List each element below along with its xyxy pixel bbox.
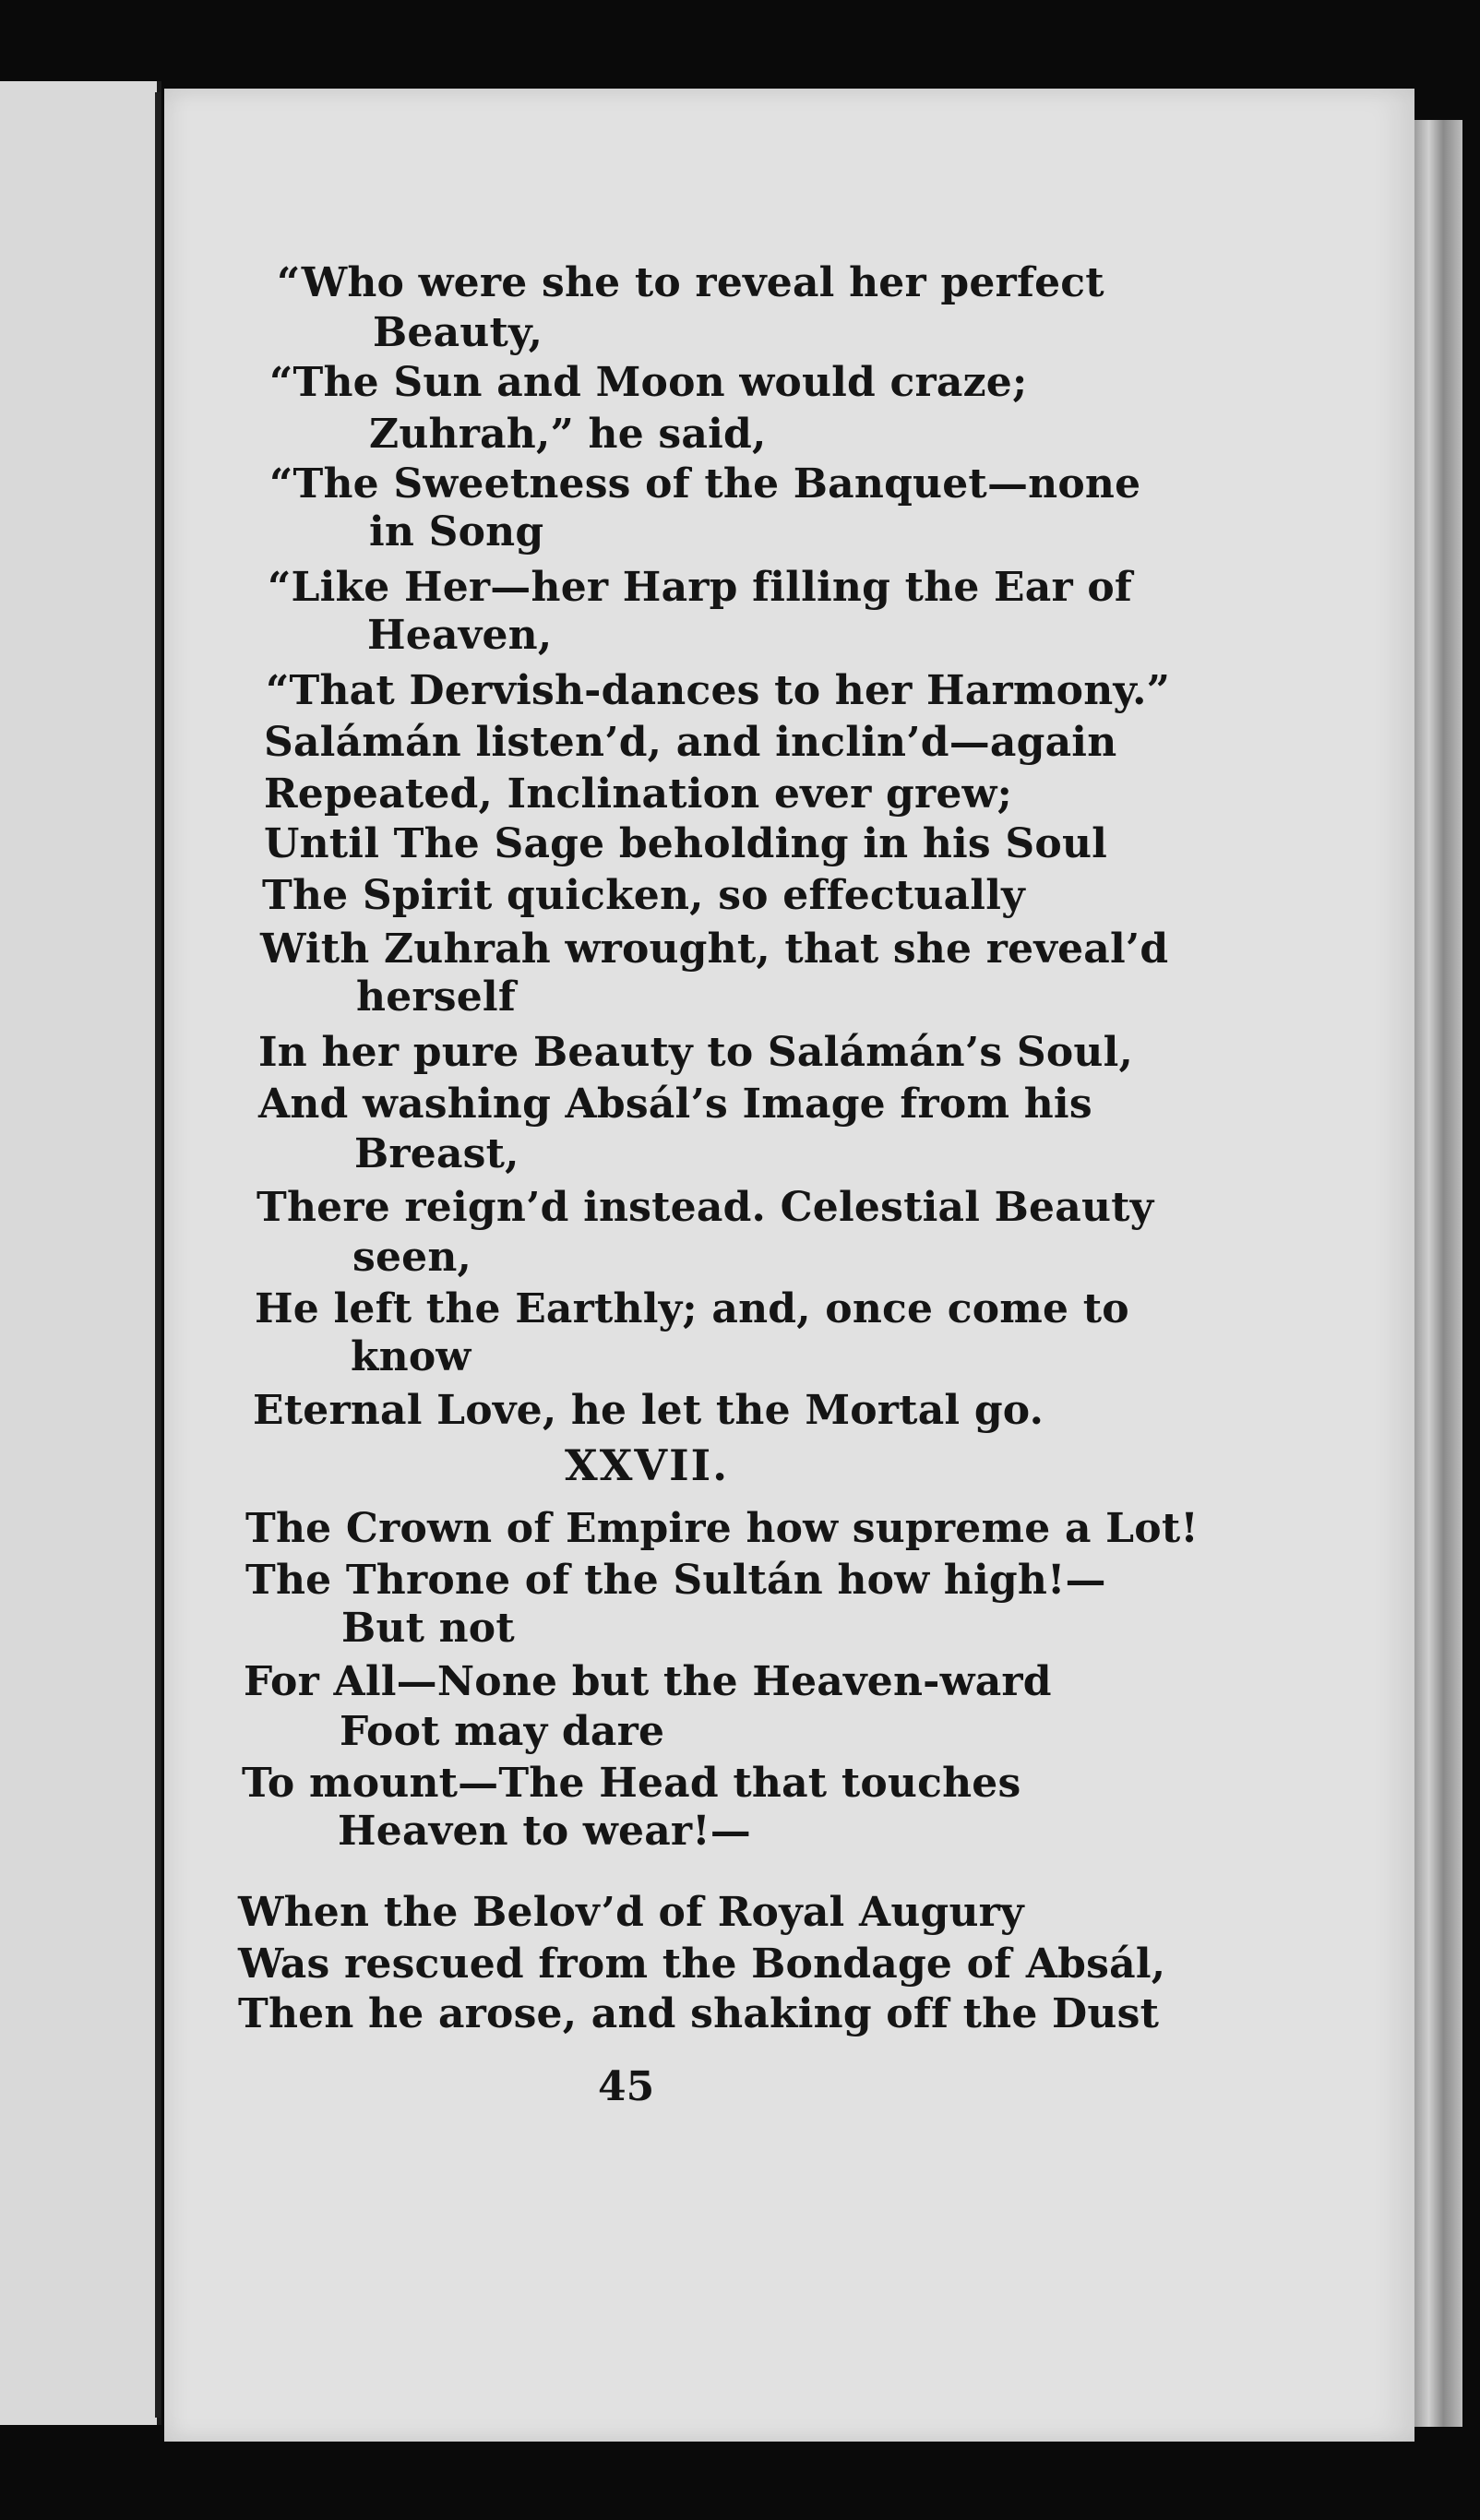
book-page <box>164 89 1414 2442</box>
poem-line: “The Sweetness of the Banquet—none <box>269 460 1141 508</box>
poem-line: And washing Absál’s Image from his <box>258 1081 1092 1128</box>
poem-line: “Who were she to reveal her perfect <box>277 259 1104 306</box>
poem-line: Breast, <box>354 1130 519 1177</box>
poem-line: When the Belov’d of Royal Augury <box>238 1889 1024 1936</box>
poem-line: “Like Her—her Harp filling the Ear of <box>268 564 1133 611</box>
poem-line: Salámán listen’d, and inclin’d—again <box>264 719 1117 766</box>
poem-line: “The Sun and Moon would craze; <box>269 359 1028 406</box>
poem-line: But not <box>341 1605 515 1652</box>
page-stack-edge <box>1414 120 1462 2427</box>
section-heading: XXVII. <box>565 1440 730 1490</box>
poem-line: The Spirit quicken, so effectually <box>262 872 1025 919</box>
poem-line: Zuhrah,” he said, <box>369 411 767 458</box>
poem-line: Until The Sage beholding in his Soul <box>264 820 1108 867</box>
page-text <box>164 89 1414 2442</box>
poem-line: seen, <box>352 1234 472 1281</box>
poem-line: know <box>351 1333 471 1380</box>
poem-line: In her pure Beauty to Salámán’s Soul, <box>258 1029 1134 1076</box>
poem-line: Was rescued from the Bondage of Absál, <box>238 1941 1166 1988</box>
poem-line: The Crown of Empire how supreme a Lot! <box>245 1505 1199 1552</box>
poem-line: herself <box>356 973 516 1021</box>
poem-line: Repeated, Inclination ever grew; <box>264 770 1013 818</box>
poem-line: Heaven, <box>367 612 553 659</box>
poem-line: in Song <box>369 508 544 555</box>
facing-page-edge <box>0 81 161 2425</box>
poem-line: To mount—The Head that touches <box>242 1760 1021 1807</box>
poem-line: Eternal Love, he let the Mortal go. <box>253 1387 1044 1434</box>
poem-line: Beauty, <box>373 309 543 356</box>
page-number: 45 <box>598 2063 655 2110</box>
book-gutter <box>155 92 161 2418</box>
poem-line: For All—None but the Heaven-ward <box>244 1658 1052 1705</box>
poem-line: Then he arose, and shaking off the Dust <box>238 1990 1160 2037</box>
poem-line: Foot may dare <box>340 1708 665 1755</box>
poem-line: The Throne of the Sultán how high!— <box>245 1557 1106 1604</box>
poem-line: With Zuhrah wrought, that she reveal’d <box>260 926 1169 973</box>
poem-line: Heaven to wear!— <box>338 1808 752 1855</box>
poem-line: There reign’d instead. Celestial Beauty <box>257 1184 1154 1231</box>
poem-line: He left the Earthly; and, once come to <box>255 1285 1129 1332</box>
poem-line: “That Dervish-dances to her Harmony.” <box>266 667 1171 714</box>
